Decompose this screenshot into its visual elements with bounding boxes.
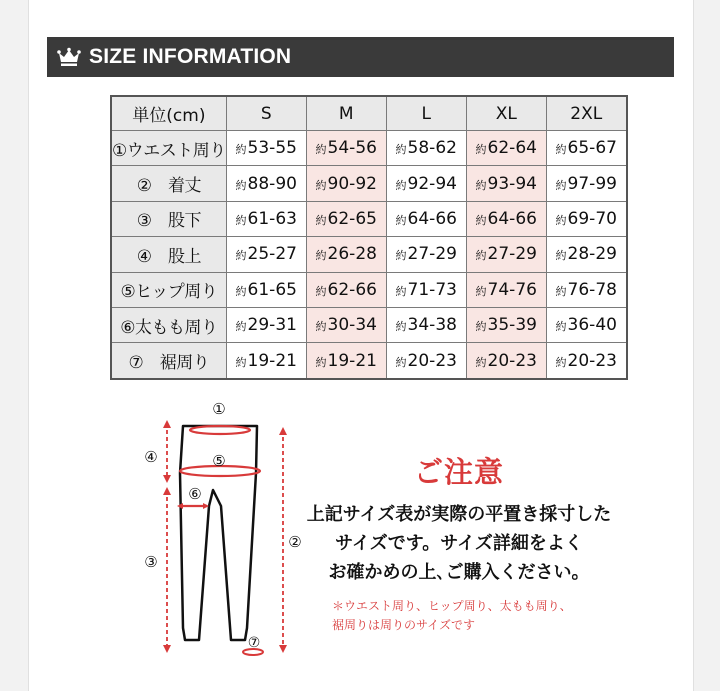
size-value: 71-73 (407, 279, 457, 300)
size-cell (306, 166, 386, 201)
row-label: ② 着丈 (111, 166, 226, 201)
table-row (111, 166, 627, 201)
notice-body (289, 500, 629, 587)
size-cell (546, 201, 627, 236)
size-value: 29-31 (247, 315, 297, 336)
size-cell (466, 131, 546, 166)
size-value: 53-55 (247, 138, 297, 159)
size-value: 62-65 (327, 208, 377, 229)
approx-prefix: 約 (395, 249, 407, 263)
size-cell (306, 307, 386, 342)
notice-line: 上記サイズ表が実際の平置き採寸した (306, 504, 612, 525)
approx-prefix: 約 (475, 143, 487, 157)
size-header-2xl: 2XL (546, 96, 627, 131)
size-cell (306, 201, 386, 236)
size-value: 64-66 (487, 208, 537, 229)
size-cell (306, 237, 386, 272)
approx-prefix: 約 (315, 178, 327, 192)
size-header-s: S (226, 96, 306, 131)
size-cell (386, 166, 466, 201)
table-row (111, 131, 627, 166)
note-line: ＊ウエスト周り、ヒップ周り、太もも周り、 (332, 599, 572, 613)
size-value: 54-56 (327, 138, 377, 159)
size-cell (466, 272, 546, 307)
notice-title: ご注意 (413, 455, 504, 489)
size-cell (546, 343, 627, 379)
approx-prefix: 約 (235, 284, 247, 298)
size-cell (386, 272, 466, 307)
size-value: 27-29 (487, 244, 537, 265)
marker-5: ⑤ (212, 452, 226, 470)
approx-prefix: 約 (475, 355, 487, 369)
size-value: 35-39 (487, 315, 537, 336)
size-cell (546, 237, 627, 272)
size-value: 76-78 (567, 279, 617, 300)
section-header (47, 37, 674, 77)
approx-prefix: 約 (235, 178, 247, 192)
size-value: 25-27 (247, 244, 297, 265)
size-value: 61-63 (247, 208, 297, 229)
approx-prefix: 約 (395, 178, 407, 192)
approx-prefix: 約 (315, 143, 327, 157)
size-cell (466, 201, 546, 236)
size-cell (466, 307, 546, 342)
approx-prefix: 約 (555, 143, 567, 157)
content-card (28, 0, 694, 691)
size-value: 90-92 (327, 173, 377, 194)
approx-prefix: 約 (395, 355, 407, 369)
size-value: 27-29 (407, 244, 457, 265)
size-value: 64-66 (407, 208, 457, 229)
size-cell (306, 131, 386, 166)
approx-prefix: 約 (475, 284, 487, 298)
approx-prefix: 約 (235, 249, 247, 263)
approx-prefix: 約 (235, 320, 247, 334)
row-label: ⑥太もも周り (111, 307, 226, 342)
size-cell (466, 343, 546, 379)
approx-prefix: 約 (235, 143, 247, 157)
marker-4: ④ (144, 448, 158, 466)
size-header-l: L (386, 96, 466, 131)
size-cell (226, 307, 306, 342)
approx-prefix: 約 (555, 355, 567, 369)
size-header-m: M (306, 96, 386, 131)
size-cell (226, 237, 306, 272)
size-cell (386, 307, 466, 342)
table-header-row (111, 96, 627, 131)
size-value: 19-21 (247, 350, 297, 371)
row-label: ①ウエスト周り (111, 131, 226, 166)
approx-prefix: 約 (475, 249, 487, 263)
size-value: 92-94 (407, 173, 457, 194)
size-value: 62-66 (327, 279, 377, 300)
approx-prefix: 約 (555, 320, 567, 334)
approx-prefix: 約 (315, 249, 327, 263)
row-label: ⑦ 裾周り (111, 343, 226, 379)
size-cell (386, 201, 466, 236)
approx-prefix: 約 (475, 320, 487, 334)
note-line: 裾周りは周りのサイズです (332, 618, 476, 632)
size-cell (306, 272, 386, 307)
size-value: 61-65 (247, 279, 297, 300)
pants-diagram (109, 398, 309, 663)
approx-prefix: 約 (395, 143, 407, 157)
approx-prefix: 約 (555, 178, 567, 192)
approx-prefix: 約 (555, 213, 567, 227)
section-title: SIZE INFORMATION (89, 45, 292, 68)
size-value: 65-67 (567, 138, 617, 159)
marker-1: ① (212, 400, 226, 418)
size-cell (466, 237, 546, 272)
size-cell (546, 131, 627, 166)
size-cell (386, 237, 466, 272)
unit-label: 単位(cm) (111, 96, 226, 131)
size-cell (226, 343, 306, 379)
measurement-note (332, 597, 632, 635)
marker-7: ⑦ (247, 635, 261, 651)
size-value: 20-23 (487, 350, 537, 371)
size-value: 58-62 (407, 138, 457, 159)
size-cell (386, 131, 466, 166)
row-label: ④ 股上 (111, 237, 226, 272)
row-label: ⑤ヒップ周り (111, 272, 226, 307)
size-cell (226, 201, 306, 236)
approx-prefix: 約 (475, 213, 487, 227)
size-value: 62-64 (487, 138, 537, 159)
table-row (111, 272, 627, 307)
notice-line: お確かめの上､ご購入ください。 (328, 562, 590, 583)
table-row (111, 201, 627, 236)
approx-prefix: 約 (555, 249, 567, 263)
approx-prefix: 約 (555, 284, 567, 298)
crown-icon (57, 47, 81, 67)
size-value: 74-76 (487, 279, 537, 300)
size-value: 36-40 (567, 315, 617, 336)
size-value: 28-29 (567, 244, 617, 265)
size-value: 97-99 (567, 173, 617, 194)
size-value: 20-23 (567, 350, 617, 371)
size-value: 69-70 (567, 208, 617, 229)
size-cell (546, 272, 627, 307)
marker-6: ⑥ (188, 485, 202, 503)
approx-prefix: 約 (395, 320, 407, 334)
size-value: 88-90 (247, 173, 297, 194)
size-cell (226, 272, 306, 307)
size-cell (386, 343, 466, 379)
approx-prefix: 約 (315, 284, 327, 298)
approx-prefix: 約 (235, 355, 247, 369)
size-value: 19-21 (327, 350, 377, 371)
size-cell (546, 166, 627, 201)
marker-3: ③ (144, 553, 158, 571)
approx-prefix: 約 (315, 213, 327, 227)
size-table (110, 95, 628, 380)
size-cell (226, 166, 306, 201)
size-header-xl: XL (466, 96, 546, 131)
approx-prefix: 約 (395, 213, 407, 227)
size-cell (306, 343, 386, 379)
approx-prefix: 約 (475, 178, 487, 192)
approx-prefix: 約 (315, 320, 327, 334)
notice-line: サイズです。サイズ詳細をよく (335, 533, 583, 554)
marker-2: ② (288, 533, 302, 551)
approx-prefix: 約 (235, 213, 247, 227)
size-cell (226, 131, 306, 166)
row-label: ③ 股下 (111, 201, 226, 236)
size-value: 34-38 (407, 315, 457, 336)
table-row (111, 237, 627, 272)
table-row (111, 343, 627, 379)
size-value: 93-94 (487, 173, 537, 194)
approx-prefix: 約 (315, 355, 327, 369)
size-value: 20-23 (407, 350, 457, 371)
table-row (111, 307, 627, 342)
size-cell (466, 166, 546, 201)
approx-prefix: 約 (395, 284, 407, 298)
size-value: 30-34 (327, 315, 377, 336)
size-value: 26-28 (327, 244, 377, 265)
size-cell (546, 307, 627, 342)
